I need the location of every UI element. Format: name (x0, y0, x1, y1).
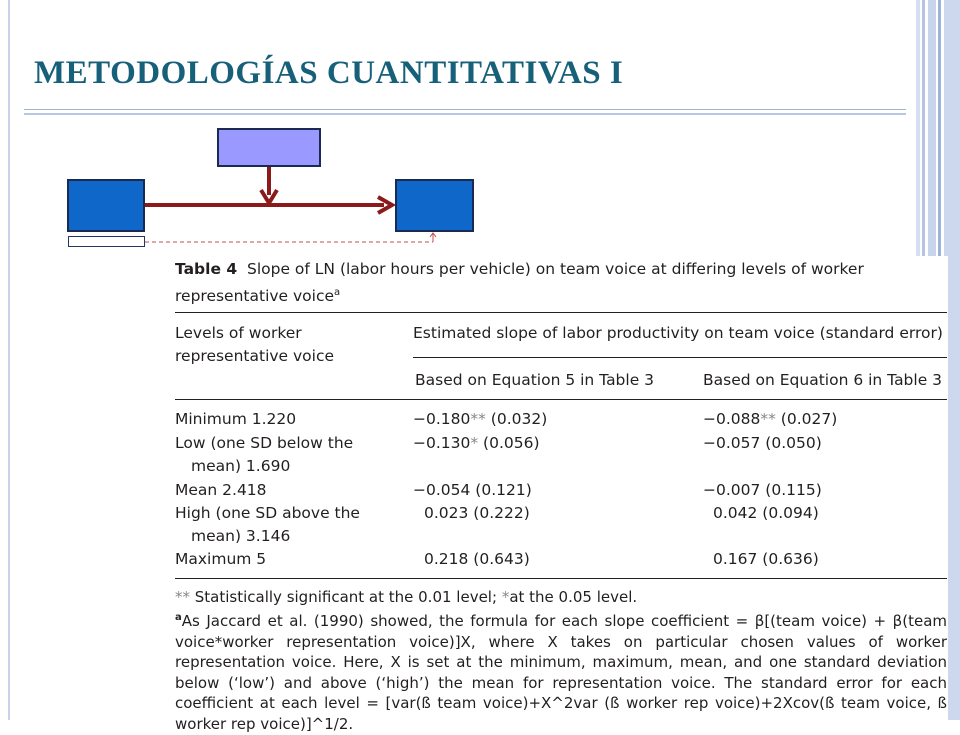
outcome-box (395, 179, 474, 232)
interaction-term-box (68, 236, 145, 247)
span-header-rule (413, 357, 947, 358)
table-bottom-rule (175, 578, 947, 579)
row-value-eq5: −0.180** (0.032) (413, 410, 548, 428)
row-value-eq6: −0.057 (0.050) (703, 434, 822, 452)
significance-note: ** Statistically significant at the 0.01 level; *at the 0.05 level. (175, 588, 638, 606)
row-value-eq6: −0.007 (0.115) (703, 481, 822, 499)
span-header: Estimated slope of labor productivity on team voice (standard error) (413, 324, 943, 342)
slide-title: METODOLOGÍAS CUANTITATIVAS I (34, 55, 624, 91)
caption-footnote-marker: a (334, 287, 341, 298)
stub-header-line2: representative voice (175, 347, 335, 365)
row-label: High (one SD above the (175, 504, 360, 522)
table-4-image (150, 256, 948, 733)
row-value-eq6: 0.042 (0.094) (713, 504, 819, 522)
header-bottom-rule (175, 399, 947, 400)
footnote-marker: a (175, 612, 182, 623)
row-label: Minimum 1.220 (175, 410, 297, 428)
stub-header-line1: Levels of worker (175, 324, 302, 342)
row-value-eq5: −0.054 (0.121) (413, 481, 532, 499)
formula-footnote: $^a$As Jaccard et al. (1990) showed, the formula for each slope coefficient = β[(team voice) + β(team voice*worker representation voice)]X, where X takes on particular chosen values of worker representation voice. Here, X is set at the minimum, maximum, mean, and one standard deviation below (‘low’) and above (‘high’) the mean for representation voice. The standard error for each coefficient at each level = [var(ß team voice)+X^2var (ß worker rep voice)+2Xcov(ß team voice, ß worker rep voice)]^1/2. (175, 612, 947, 733)
table-caption (175, 258, 935, 308)
row-value-eq5: −0.130* (0.056) (413, 434, 540, 452)
moderator-box (217, 128, 321, 167)
row-label-continued: mean) 1.690 (191, 457, 291, 475)
row-label: Mean 2.418 (175, 481, 267, 499)
column-header-eq6: Based on Equation 6 in Table 3 (703, 371, 943, 389)
row-value-eq6: −0.088** (0.027) (703, 410, 838, 428)
row-label: Maximum 5 (175, 550, 267, 568)
predictor-box (67, 179, 145, 232)
row-value-eq6: 0.167 (0.636) (713, 550, 819, 568)
table-caption-text: Slope of LN (labor hours per vehicle) on team voice at differing levels of worker representative voice (175, 260, 864, 306)
row-label: Low (one SD below the (175, 434, 354, 452)
column-header-eq5: Based on Equation 5 in Table 3 (415, 371, 655, 389)
row-value-eq5: 0.023 (0.222) (424, 504, 530, 522)
table-top-rule (175, 312, 947, 313)
row-value-eq5: 0.218 (0.643) (424, 550, 530, 568)
row-label-continued: mean) 3.146 (191, 527, 291, 545)
table-label: Table 4 (175, 260, 238, 278)
